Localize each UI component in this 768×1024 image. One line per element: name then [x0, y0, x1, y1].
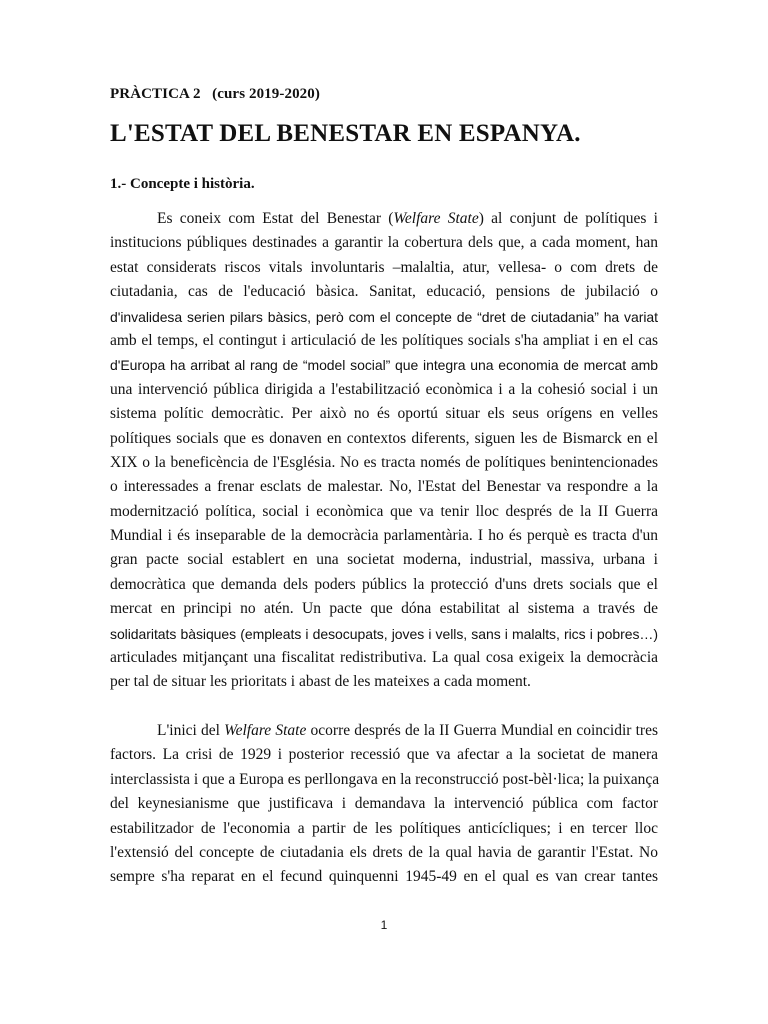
paragraph-line: l'extensió del concepte de ciutadania els drets de la qual havia de garantir l'Estat. No	[110, 843, 658, 861]
paragraph-line: modernització política, social i econòmica que va tenir lloc després de la II Guerra	[110, 502, 658, 520]
welfare-state-term: Welfare State	[224, 722, 307, 739]
paragraph-line: una intervenció pública dirigida a l'estabilització econòmica i a la cohesió social i un	[110, 380, 658, 398]
paragraph-line: estabilitzador de l'economia a partir de les polítiques anticícliques; i en tercer lloc	[110, 819, 658, 837]
paragraph-line: del keynesianisme que justificava i demandava la intervenció pública com factor	[110, 795, 658, 813]
paragraph-line: democràtica que demanda dels poders públics la protecció d'uns drets socials que el	[110, 575, 658, 593]
paragraph-line: polítiques socials que es donaven en contextos diferents, siguen les de Bismarck en el	[110, 429, 658, 447]
paragraph-line: L'inici del Welfare State ocorre després de la II Guerra Mundial en coincidir tres	[157, 722, 659, 739]
paragraph-line: institucions públiques destinades a garantir la cobertura dels que, a cada moment, han	[110, 234, 658, 252]
paragraph-line: sistema polític democràtic. Per això no és oportú situar els seus orígens en velles	[110, 405, 658, 423]
section-heading: 1.- Concepte i història.	[110, 176, 255, 192]
paragraph-line: amb el temps, el contingut i articulació de les polítiques socials s'ha ampliat i en el cas	[110, 331, 658, 349]
paragraph-line: d'Europa ha arribat al rang de “model social” que integra una economia de mercat amb	[110, 357, 658, 374]
paragraph-concept	[110, 207, 658, 695]
paragraph-line: per tal de situar les prioritats i abast de les mateixes a cada moment.	[110, 673, 531, 691]
page-number: 1	[380, 918, 388, 932]
paragraph-origins	[110, 719, 658, 890]
paragraph-line: articulades mitjançant una fiscalitat redistributiva. La qual cosa exigeix la democràcia	[110, 649, 658, 667]
paragraph-line: mercat en principi no atén. Un pacte que dóna estabilitat al sistema a través de	[110, 600, 658, 618]
practice-header: PRÀCTICA 2 (curs 2019-2020)	[110, 86, 320, 102]
paragraph-line: solidaritats bàsiques (empleats i desocupats, joves i vells, sans i malalts, rics i pobres…)	[110, 625, 658, 642]
paragraph-line: sempre s'ha reparat en el fecund quinquenni 1945-49 en el qual es van crear tantes	[110, 868, 658, 886]
paragraph-line: Mundial i és inseparable de la democràcia parlamentària. I ho és perquè es tracta d'un	[110, 527, 658, 545]
document-title: L'ESTAT DEL BENESTAR EN ESPANYA.	[110, 120, 581, 147]
paragraph-line: Es coneix com Estat del Benestar (Welfare State) al conjunt de polítiques i	[157, 210, 658, 227]
paragraph-line: interclassista i que a Europa es perllongava en la reconstrucció post-bèl·lica; la puixança	[110, 770, 660, 788]
paragraph-line: gran pacte social establert en una societat moderna, industrial, massiva, urbana i	[110, 551, 658, 569]
welfare-state-term: Welfare State	[393, 210, 479, 227]
paragraph-line: ciutadania, cas de l'educació bàsica. Sanitat, educació, pensions de jubilació o	[110, 283, 658, 301]
paragraph-line: XIX o la beneficència de l'Església. No es tracta només de polítiques benintencionades	[110, 453, 658, 471]
paragraph-line: factors. La crisi de 1929 i posterior recessió que va afectar a la societat de manera	[110, 746, 658, 764]
paragraph-line: o interessades a frenar esclats de malestar. No, l'Estat del Benestar va respondre a la	[110, 478, 658, 496]
paragraph-line: d'invalidesa serien pilars bàsics, però com el concepte de “dret de ciutadania” ha variat	[110, 308, 658, 325]
paragraph-line: estat considerats riscos vitals involuntaris –malaltia, atur, vellesa- o com drets de	[110, 258, 658, 276]
